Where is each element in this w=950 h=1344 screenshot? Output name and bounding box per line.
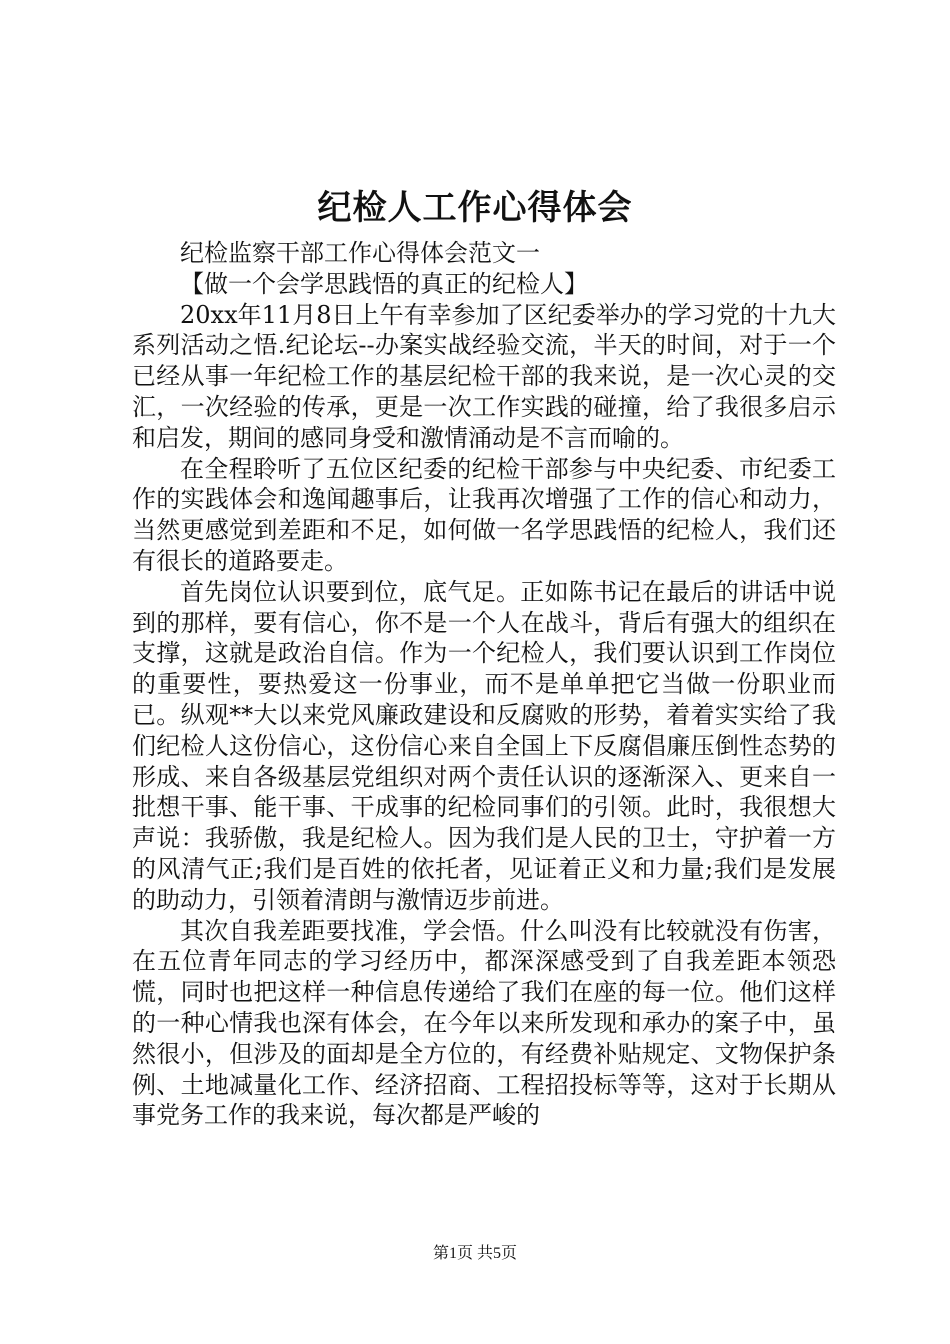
body-paragraph: 其次自我差距要找准，学会悟。什么叫没有比较就没有伤害，在五位青年同志的学习经历中，都深深感受到了自我差距本领恐慌，同时也把这样一种信息传递给了我们在座的每一位。他们这样的一种心情我也深有体会，在今年以来所发现和承办的案子中，虽然很小，但涉及的面却是全方位的，有经费补贴规定、文物保护条例、土地减量化工作、经济招商、工程招投标等等，这对于长期从事党务工作的我来说，每次都是严峻的 (132, 916, 836, 1130)
subtitle-paragraph: 纪检监察干部工作心得体会范文一 (180, 239, 540, 267)
document-body (132, 238, 836, 1131)
heading-paragraph: 【做一个会学思践悟的真正的纪检人】 (180, 269, 588, 298)
body-paragraph: 在全程聆听了五位区纪委的纪检干部参与中央纪委、市纪委工作的实践体会和逸闻趣事后，让我再次增强了工作的信心和动力，当然更感觉到差距和不足，如何做一名学思践悟的纪检人，我们还有很长的道路要走。 (132, 454, 836, 575)
page-footer: 第1页 共5页 (432, 1245, 517, 1262)
body-paragraph: 20xx年11月8日上午有幸参加了区纪委举办的学习党的十九大系列活动之悟.纪论坛--办案实战经验交流，半天的时间，对于一个已经从事一年纪检工作的基层纪检干部的我来说，是一次心灵的交汇，一次经验的传承，更是一次工作实践的碰撞，给了我很多启示和启发，期间的感同身受和激情涌动是不言而喻的。 (132, 300, 836, 452)
document-title: 纪检人工作心得体会 (317, 188, 633, 228)
body-paragraph: 首先岗位认识要到位，底气足。正如陈书记在最后的讲话中说到的那样，要有信心，你不是一个人在战斗，背后有强大的组织在支撑，这就是政治自信。作为一个纪检人，我们要认识到工作岗位的重要性，要热爱这一份事业，而不是单单把它当做一份职业而已。纵观**大以来党风廉政建设和反腐败的形势，着着实实给了我们纪检人这份信心，这份信心来自全国上下反腐倡廉压倒性态势的形成、来自各级基层党组织对两个责任认识的逐渐深入、更来自一批想干事、能干事、干成事的纪检同事们的引领。此时，我很想大声说：我骄傲，我是纪检人。因为我们是人民的卫士，守护着一方的风清气正;我们是百姓的依托者，见证着正义和力量;我们是发展的助动力，引领着清朗与激情迈步前进。 (132, 577, 836, 914)
